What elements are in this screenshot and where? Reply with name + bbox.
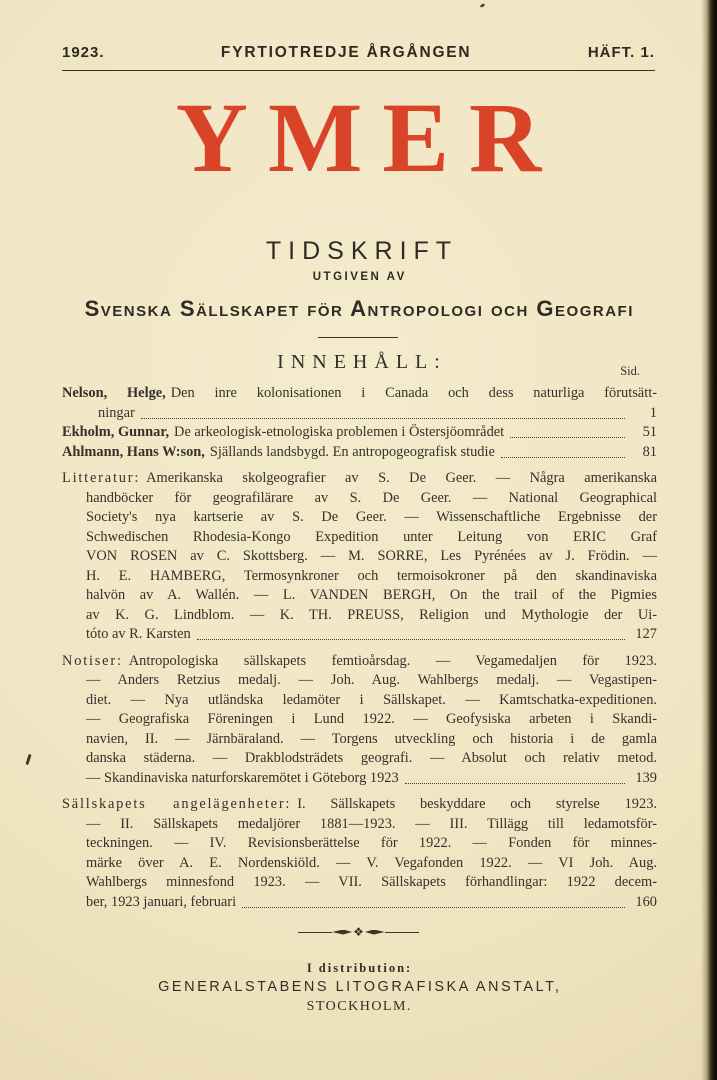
toc-line: märke över A. E. Nordenskiöld. — V. Vegafonden 1922. — VI Joh. Aug. [86,854,657,871]
toc-line: — Anders Retzius medalj. — Joh. Aug. Wahlbergs medalj. — Vegastipen- [86,672,657,688]
dot-leader [405,783,625,784]
toc-line: Sällskapets angelägenheter: I. Sällskapets beskyddare och styrelse 1923. [62,796,657,812]
published-by-label: UTGIVEN AV [312,271,407,283]
table-of-contents [62,384,657,919]
dot-leader [242,907,625,908]
paper-speck [25,754,31,765]
toc-author: Ahlmann, Hans W:son, [62,443,205,460]
page-column-label: Sid. [620,364,640,378]
toc-line [62,625,657,645]
toc-line: av K. G. Lindblom. — K. TH. PREUSS, Religion und Mythologie der Ui- [86,606,657,623]
issue-label: HÄFT. 1. [587,44,655,61]
toc-line: Schwedischen Rhodesia-Kongo Expedition unter Leitung von ERIC Graf [86,528,657,545]
toc-page-number: 127 [635,626,657,642]
ornament-line-right [385,932,419,933]
toc-title-text: Den inre kolonisationen i Canada och dess naturliga förutsätt- [170,385,657,401]
toc-line: VON ROSEN av C. Skottsberg. — M. SORRE, Les Pyrénées av J. Frödin. — [86,548,657,564]
toc-title-text: tóto av R. Karsten [86,626,191,642]
publisher-city: STOCKHOLM. [306,999,412,1014]
toc-section-heading: Sällskapets angelägenheter: [62,796,292,812]
toc-page-number: 81 [642,443,657,460]
ornament-line-left [298,932,332,933]
toc-title-text: — Skandinaviska naturforskaremötet i Göteborg 1923 [86,769,399,786]
toc-line [62,384,657,404]
dot-leader [510,437,625,438]
toc-page-number: 139 [635,769,657,786]
toc-line [62,769,657,789]
toc-section-heading: Litteratur: [62,470,141,486]
toc-section-heading: Notiser: [62,652,123,669]
publisher-name: GENERALSTABENS LITOGRAFISKA ANSTALT, [158,979,562,995]
toc-section-litteratur [62,469,657,645]
toc-page-number: 1 [649,404,657,421]
toc-line: diet. — Nya utländska ledamöter i Sällskapet. — Kamtschatka-expeditionen. [86,691,657,708]
ornament-leaf-left-icon [332,930,352,935]
paper-speck [480,3,486,8]
journal-subtitle: TIDSKRIFT [265,237,459,265]
year-label: 1923. [62,44,105,61]
toc-line: H. E. HAMBERG, Termosynkroner och termoisokroner på den skandinaviska [86,567,657,584]
toc-line: halvön av A. Wallén. — L. VANDEN BERGH, On the trail of the Pigmies [86,587,657,603]
toc-line: handböcker för geografilärare av S. De Geer. — National Geographical [86,489,657,506]
toc-title-text: ningar [98,404,135,421]
toc-line: Litteratur: Amerikanska skolgeografier av S. De Geer. — Några amerikanska [62,470,657,486]
toc-title-text: Ekholm, Gunnar, De arkeologisk-etnologiska problemen i Östersjöområdet [62,424,505,440]
ornament-rosette-icon: ❖ [353,925,364,939]
toc-entry [62,443,657,463]
toc-entry [62,384,657,423]
toc-section-notiser [62,652,657,789]
toc-line [62,443,657,463]
toc-line: Notiser: Antropologiska sällskapets femtioårsdag. — Vegamedaljen för 1923. [62,652,657,669]
toc-article-group [62,384,657,462]
toc-author: Ekholm, Gunnar, [62,424,170,440]
toc-title-text: Ahlmann, Hans W:son, Själlands landsbygd. En antropogeografisk studie [62,443,495,460]
dot-leader [141,418,625,419]
toc-line: danska städerna. — Drakblodsträdets geografi. — Absolut och relativ metod. [86,750,657,766]
toc-line [62,404,657,424]
distribution-label: I distribution: [306,961,413,975]
toc-page-number: 51 [642,424,657,440]
toc-section-sallskapets [62,795,657,912]
toc-page-number: 160 [635,893,657,910]
ornament-divider [0,926,717,938]
toc-line [62,893,657,913]
dot-leader [501,457,625,458]
toc-line: Society's nya kartserie av S. De Geer. — Wissenschaftliche Ergebnisse der [86,509,657,525]
journal-title: YMER [175,82,562,193]
toc-line: — II. Sällskapets medaljörer 1881—1923. — III. Tillägg till ledamotsför- [86,815,657,832]
scan-edge-shadow [701,0,717,1080]
contents-heading: INNEHÅLL: [277,351,447,373]
toc-line: navien, II. — Järnbäraland. — Torgens utveckling och historia i de gamla [86,730,657,747]
society-name: Svenska Sällskapet för Antropologi och Geografi [84,296,634,321]
ornament-leaf-right-icon [365,930,385,935]
toc-entry [62,423,657,443]
toc-author: Nelson, Helge, [62,385,166,401]
divider-rule [318,337,398,338]
volume-label: FYRTIOTREDJE ÅRGÅNGEN [220,44,472,61]
dot-leader [197,639,625,640]
toc-line [62,423,657,443]
toc-line: Wahlbergs minnesfond 1923. — VII. Sällskapets förhandlingar: 1922 decem- [86,874,657,890]
toc-line: — Geografiska Föreningen i Lund 1922. — Geofysiska arbeten i Skandi- [86,711,657,727]
toc-line: teckningen. — IV. Revisionsberättelse för 1922. — Fonden för minnes- [86,835,657,851]
toc-title-text: ber, 1923 januari, februari [86,893,237,910]
issue-header [62,44,655,71]
